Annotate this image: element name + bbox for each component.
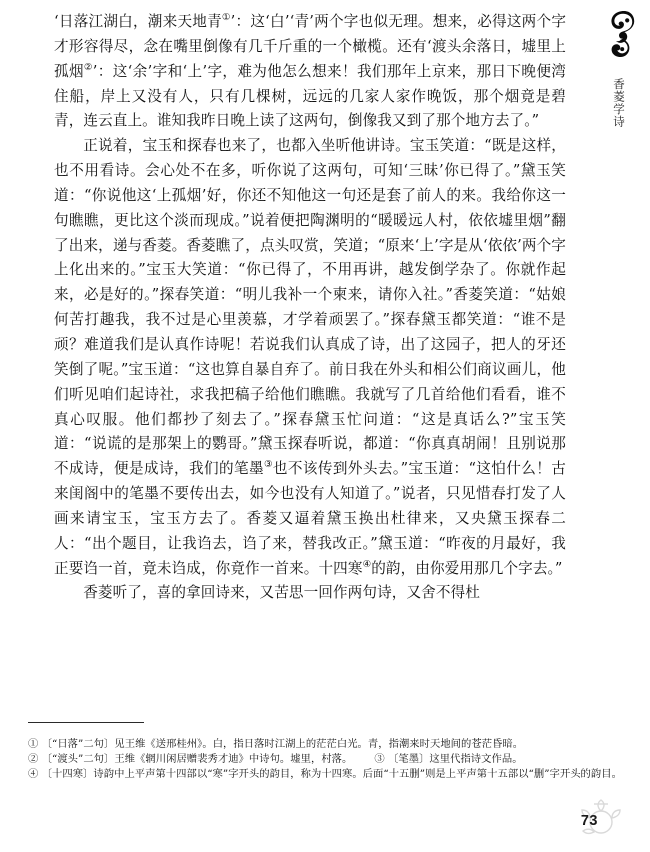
footnote-marker: ③	[374, 752, 389, 765]
footnote-text: 〔“渡头”二句〕王维《辋川闲居赠裴秀才迪》中诗句。墟里，村落。	[41, 752, 353, 765]
calligraphic-flourish-ornament	[602, 8, 642, 60]
body-paragraph: ‘日落江湖白，潮来天地青①’：这‘白’‘青’两个字也似无理。想来，必得这两个字才形容得尽，念在嘴里倒像有几千斤重的一个橄榄。还有‘渡头余落日，墟里上孤烟②’：这‘余’字和‘上’字，难为他怎么想来！我们那年上京来，那日下晚便湾住船，岸上又没有人，只有几棵树，远远的几家人家作晚饭，那个烟竟是碧青，连云直上。谁知我昨日晚上读了这两句，倒像我又到了那个地方去了。”	[54, 12, 567, 130]
footnote-text: 〔十四寒〕诗韵中上平声第十四部以“寒”字开头的韵目，称为十四寒。后面“十五删”则是上平声第十五部以“删”字开头的韵目。	[41, 767, 622, 780]
margin-rail	[594, 0, 650, 852]
footnote-item	[28, 737, 624, 752]
footnote-marker: ①	[28, 738, 42, 750]
footnote-item	[28, 752, 624, 767]
page-number: 73	[580, 813, 598, 829]
footnote-separator-rule	[28, 722, 144, 723]
footnote-reference[interactable]: ③	[263, 459, 273, 471]
footnote-reference[interactable]: ①	[221, 12, 231, 24]
footnote-marker: ②	[28, 752, 42, 765]
footnote-marker: ④	[28, 767, 42, 780]
body-paragraph: 正说着，宝玉和探春也来了，也都入坐听他讲诗。宝玉笑道：“既是这样，也不用看诗。会心处不在多，听你说了这两句，可知‘三昧’你已得了。”黛玉笑道：“你说他这‘上孤烟’好，你还不知他这一句还是套了前人的来。我给你这一句瞧瞧，更比这个淡而现成。”说着便把陶渊明的“暖暖远人村，依依墟里烟”翻了出来，递与香菱。香菱瞧了，点头叹赏，笑道；“原来‘上’字是从‘依依’两个字上化出来的。”宝玉大笑道：“你已得了，不用再讲，越发倒学杂了。你就作起来，必是好的。”探春笑道：“明儿我补一个柬来，请你入社。”香菱笑道：“姑娘何苦打趣我，我不过是心里羡慕，才学着顽罢了。”探春黛玉都笑道：“谁不是顽？难道我们是认真作诗呢！若说我们认真成了诗，出了这园子，把人的牙还笑倒了呢。”宝玉道：“这也算自暴自弃了。前日我在外头和相公们商议画儿，他们听见咱们起诗社，求我把稿子给他们瞧瞧。我就写了几首给他们看看，谁不真心叹服。他们都抄了刻去了。”探春黛玉忙问道：“这是真话么?”宝玉笑道：“说谎的是那架上的鹦哥。”黛玉探春听说，都道：“你真真胡闹！且别说那不成诗，便是成诗，我们的笔墨③也不该传到外头去。”宝玉道：“这怕什么！古来闺阁中的笔墨不要传出去，如今也没有人知道了。”说者，只见惜春打发了人画来请宝玉，宝玉方去了。香菱又逼着黛玉换出杜律来，又央黛玉探春二人：“出个题目，让我诌去，诌了来，替我改正。”黛玉道：“昨夜的月最好，我正要诌一首，竟未诌成，你竟作一首来。十四寒④的韵，由你爱用那几个字去。”	[54, 137, 566, 577]
footnote-reference[interactable]: ④	[362, 558, 372, 570]
folio	[554, 798, 628, 838]
paragraph-list	[54, 10, 566, 606]
running-head-chapter-title: 香菱学诗	[612, 78, 626, 128]
footnote-text: 〔笔墨〕这里代指诗文作品。	[388, 752, 523, 765]
footnote-text: 〔“日落”二句〕见王维《送邢桂州》。白，指日落时江湖上的茫茫白光。青，指潮来时天地间的苍茫昏暗。	[41, 738, 524, 750]
footnote-reference[interactable]: ②	[83, 61, 93, 73]
body-text-column	[54, 10, 566, 606]
footnote-item	[28, 767, 624, 782]
body-paragraph: 香菱听了，喜的拿回诗来，又苦思一回作两句诗，又舍不得杜	[83, 584, 480, 602]
footnote-block	[28, 737, 624, 782]
